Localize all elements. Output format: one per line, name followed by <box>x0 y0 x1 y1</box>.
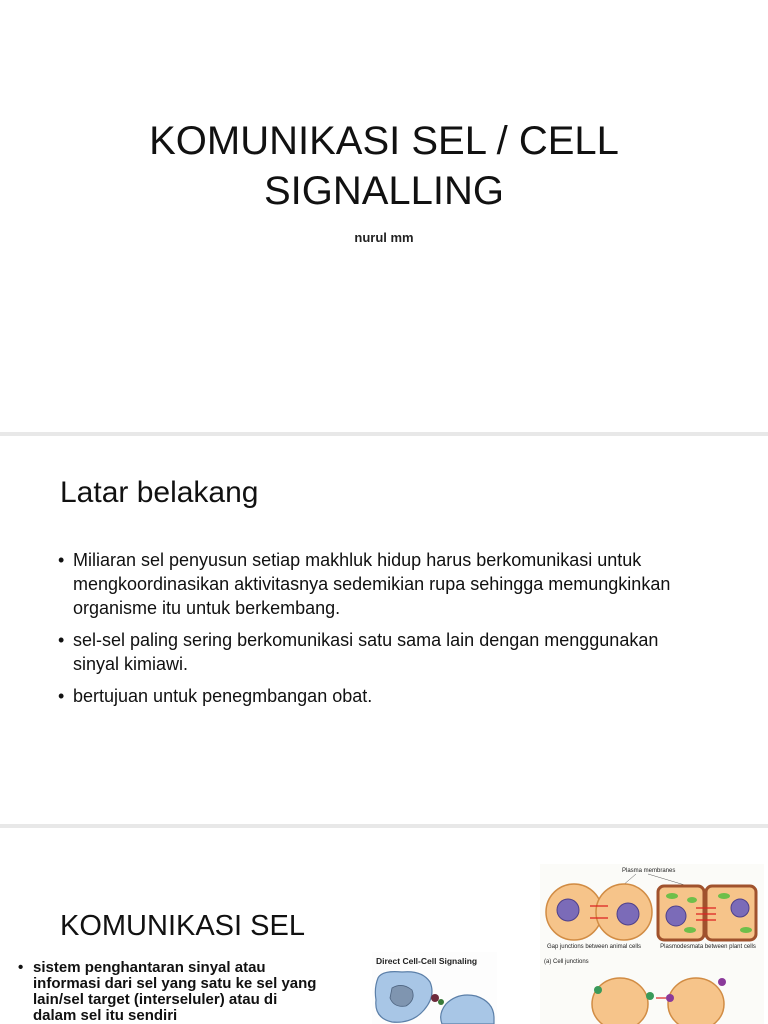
direct-signaling-illustration <box>372 952 497 1024</box>
bullet-item <box>58 628 698 676</box>
chloroplast-icon <box>718 893 730 899</box>
bullet-item <box>18 960 323 1024</box>
nucleus-shape <box>390 985 413 1006</box>
figure-label-gap-junctions: Gap junctions between animal cells <box>546 944 642 950</box>
slide-title-line2: SIGNALLING <box>263 169 505 213</box>
bullet-text: Miliaran sel penyusun setiap makhluk hidup harus berkomunikasi untuk mengkoordinasikan aktivitasnya sedemikian rupa sehingga memungkinkan organisme itu untuk berkembang. <box>73 550 671 618</box>
figure-left-heading: Direct Cell-Cell Signaling <box>376 956 478 966</box>
surface-protein-icon <box>646 992 654 1000</box>
animal-cell-shape <box>592 978 648 1024</box>
title-slide <box>0 0 768 432</box>
bullet-list <box>58 548 698 716</box>
nucleus-shape <box>557 899 579 921</box>
author-subtitle: nurul mm <box>354 230 414 245</box>
section-heading: Latar belakang <box>60 476 259 509</box>
nucleus-shape <box>731 899 749 917</box>
bullet-text: sel-sel paling sering berkomunikasi satu sama lain dengan menggunakan sinyal kimiawi. <box>73 630 659 674</box>
slide-title <box>0 116 768 216</box>
surface-protein-icon <box>594 986 602 994</box>
figure-panel-label: (a) Cell junctions <box>544 959 589 965</box>
bullet-item <box>58 684 698 708</box>
receptor-icon <box>666 994 674 1002</box>
chloroplast-icon <box>740 927 752 933</box>
cell-junctions-illustration <box>540 864 764 1024</box>
receptor-icon <box>438 999 444 1005</box>
nucleus-shape <box>666 906 686 926</box>
figure-label-plasmodesmata: Plasmodesmata between plant cells <box>660 944 756 950</box>
bullet-glyph: • <box>58 550 65 570</box>
chloroplast-icon <box>666 893 678 899</box>
receptor-icon <box>718 978 726 986</box>
slide-title-line1: KOMUNIKASI SEL / CELL <box>149 119 619 163</box>
signal-molecule-icon <box>431 994 439 1002</box>
cell-junctions-figure <box>540 864 764 1024</box>
background-slide <box>0 436 768 824</box>
chloroplast-icon <box>684 927 696 933</box>
section-heading: KOMUNIKASI SEL <box>60 910 305 942</box>
cell-communication-slide <box>0 828 768 1024</box>
bullet-glyph: • <box>58 630 65 650</box>
animal-cell-shape <box>668 978 724 1024</box>
bullet-text: sistem penghantaran sinyal atau informasi dari sel yang satu ke sel yang lain/sel target (interseluler) atau di dalam sel itu sendiri <box>33 959 317 1024</box>
direct-signaling-figure <box>372 952 497 1024</box>
bullet-glyph: • <box>18 959 24 976</box>
figure-label-plasma-membranes: Plasma membranes <box>622 868 676 874</box>
cell-shape <box>441 995 494 1024</box>
chloroplast-icon <box>687 897 697 903</box>
bullet-text: bertujuan untuk penegmbangan obat. <box>73 686 373 706</box>
nucleus-shape <box>617 903 639 925</box>
bullet-item <box>58 548 698 620</box>
bullet-glyph: • <box>58 686 65 706</box>
pointer-line <box>648 874 688 886</box>
